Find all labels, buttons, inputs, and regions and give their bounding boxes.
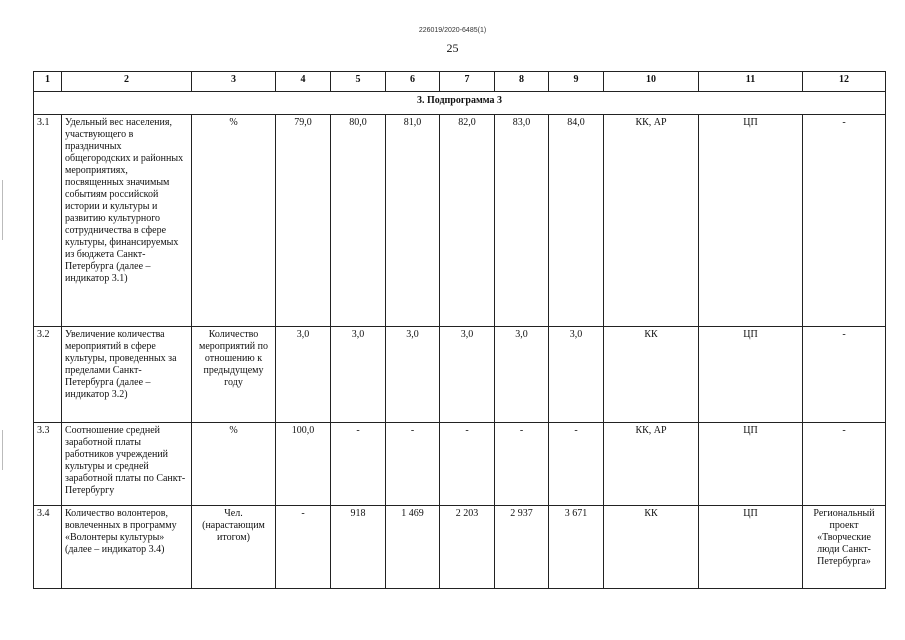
unit-cell: Чел. (нарастающим итогом) bbox=[192, 506, 276, 589]
value-cell: 3,0 bbox=[276, 327, 331, 423]
column-number-row bbox=[34, 72, 886, 92]
table-row bbox=[34, 327, 886, 423]
value-cell: 1 469 bbox=[386, 506, 440, 589]
project-cell: - bbox=[803, 327, 886, 423]
project-cell: - bbox=[803, 423, 886, 506]
value-cell: 918 bbox=[331, 506, 386, 589]
value-cell: - bbox=[549, 423, 604, 506]
unit-cell: % bbox=[192, 423, 276, 506]
row-number: 3.2 bbox=[34, 327, 62, 423]
value-cell: - bbox=[440, 423, 495, 506]
value-cell: 83,0 bbox=[495, 115, 549, 327]
source-cell: ЦП bbox=[699, 115, 803, 327]
value-cell: 84,0 bbox=[549, 115, 604, 327]
indicator-name: Соотношение средней заработной платы работников учреждений культуры и средней заработной платы по Санкт-Петербургу bbox=[62, 423, 192, 506]
margin-mark bbox=[2, 180, 3, 240]
column-header: 6 bbox=[386, 72, 440, 92]
value-cell: - bbox=[495, 423, 549, 506]
column-header: 1 bbox=[34, 72, 62, 92]
value-cell: 2 203 bbox=[440, 506, 495, 589]
source-cell: ЦП bbox=[699, 506, 803, 589]
value-cell: 79,0 bbox=[276, 115, 331, 327]
column-header: 4 bbox=[276, 72, 331, 92]
indicator-name: Количество волонтеров, вовлеченных в программу «Волонтеры культуры» (далее – индикатор 3.4) bbox=[62, 506, 192, 589]
value-cell: 80,0 bbox=[331, 115, 386, 327]
table-row bbox=[34, 423, 886, 506]
column-header: 8 bbox=[495, 72, 549, 92]
indicators-table bbox=[33, 71, 886, 589]
value-cell: 82,0 bbox=[440, 115, 495, 327]
value-cell: 3,0 bbox=[495, 327, 549, 423]
row-number: 3.4 bbox=[34, 506, 62, 589]
value-cell: 3,0 bbox=[440, 327, 495, 423]
column-header: 10 bbox=[604, 72, 699, 92]
responsible-cell: КК, АР bbox=[604, 423, 699, 506]
column-header: 3 bbox=[192, 72, 276, 92]
row-number: 3.3 bbox=[34, 423, 62, 506]
unit-cell: % bbox=[192, 115, 276, 327]
column-header: 2 bbox=[62, 72, 192, 92]
project-cell: Региональный проект «Творческие люди Санкт-Петербурга» bbox=[803, 506, 886, 589]
value-cell: 3,0 bbox=[331, 327, 386, 423]
value-cell: 100,0 bbox=[276, 423, 331, 506]
column-header: 7 bbox=[440, 72, 495, 92]
column-header: 12 bbox=[803, 72, 886, 92]
column-header: 9 bbox=[549, 72, 604, 92]
margin-mark bbox=[2, 430, 3, 470]
responsible-cell: КК bbox=[604, 506, 699, 589]
value-cell: - bbox=[386, 423, 440, 506]
column-header: 11 bbox=[699, 72, 803, 92]
section-row bbox=[34, 92, 886, 115]
responsible-cell: КК, АР bbox=[604, 115, 699, 327]
source-cell: ЦП bbox=[699, 327, 803, 423]
row-number: 3.1 bbox=[34, 115, 62, 327]
value-cell: 3 671 bbox=[549, 506, 604, 589]
indicator-name: Удельный вес населения, участвующего в праздничных общегородских и районных мероприятиях, посвященных значимым событиям российской истории и культуры и развитию культурного сотрудничества в сфере культуры, финансируемых из бюджета Санкт-Петербурга (далее – индикатор 3.1) bbox=[62, 115, 192, 327]
column-header: 5 bbox=[331, 72, 386, 92]
document-id: 226019/2020-6485(1) bbox=[418, 27, 487, 34]
table-row bbox=[34, 506, 886, 589]
unit-cell: Количество мероприятий по отношению к предыдущему году bbox=[192, 327, 276, 423]
project-cell: - bbox=[803, 115, 886, 327]
value-cell: 81,0 bbox=[386, 115, 440, 327]
responsible-cell: КК bbox=[604, 327, 699, 423]
value-cell: 3,0 bbox=[549, 327, 604, 423]
table-row bbox=[34, 115, 886, 327]
value-cell: 2 937 bbox=[495, 506, 549, 589]
value-cell: - bbox=[331, 423, 386, 506]
value-cell: 3,0 bbox=[386, 327, 440, 423]
section-title: 3. Подпрограмма 3 bbox=[34, 92, 886, 115]
indicator-name: Увеличение количества мероприятий в сфере культуры, проведенных за пределами Санкт-Петербурга (далее – индикатор 3.2) bbox=[62, 327, 192, 423]
source-cell: ЦП bbox=[699, 423, 803, 506]
page-number: 25 bbox=[446, 41, 459, 55]
value-cell: - bbox=[276, 506, 331, 589]
